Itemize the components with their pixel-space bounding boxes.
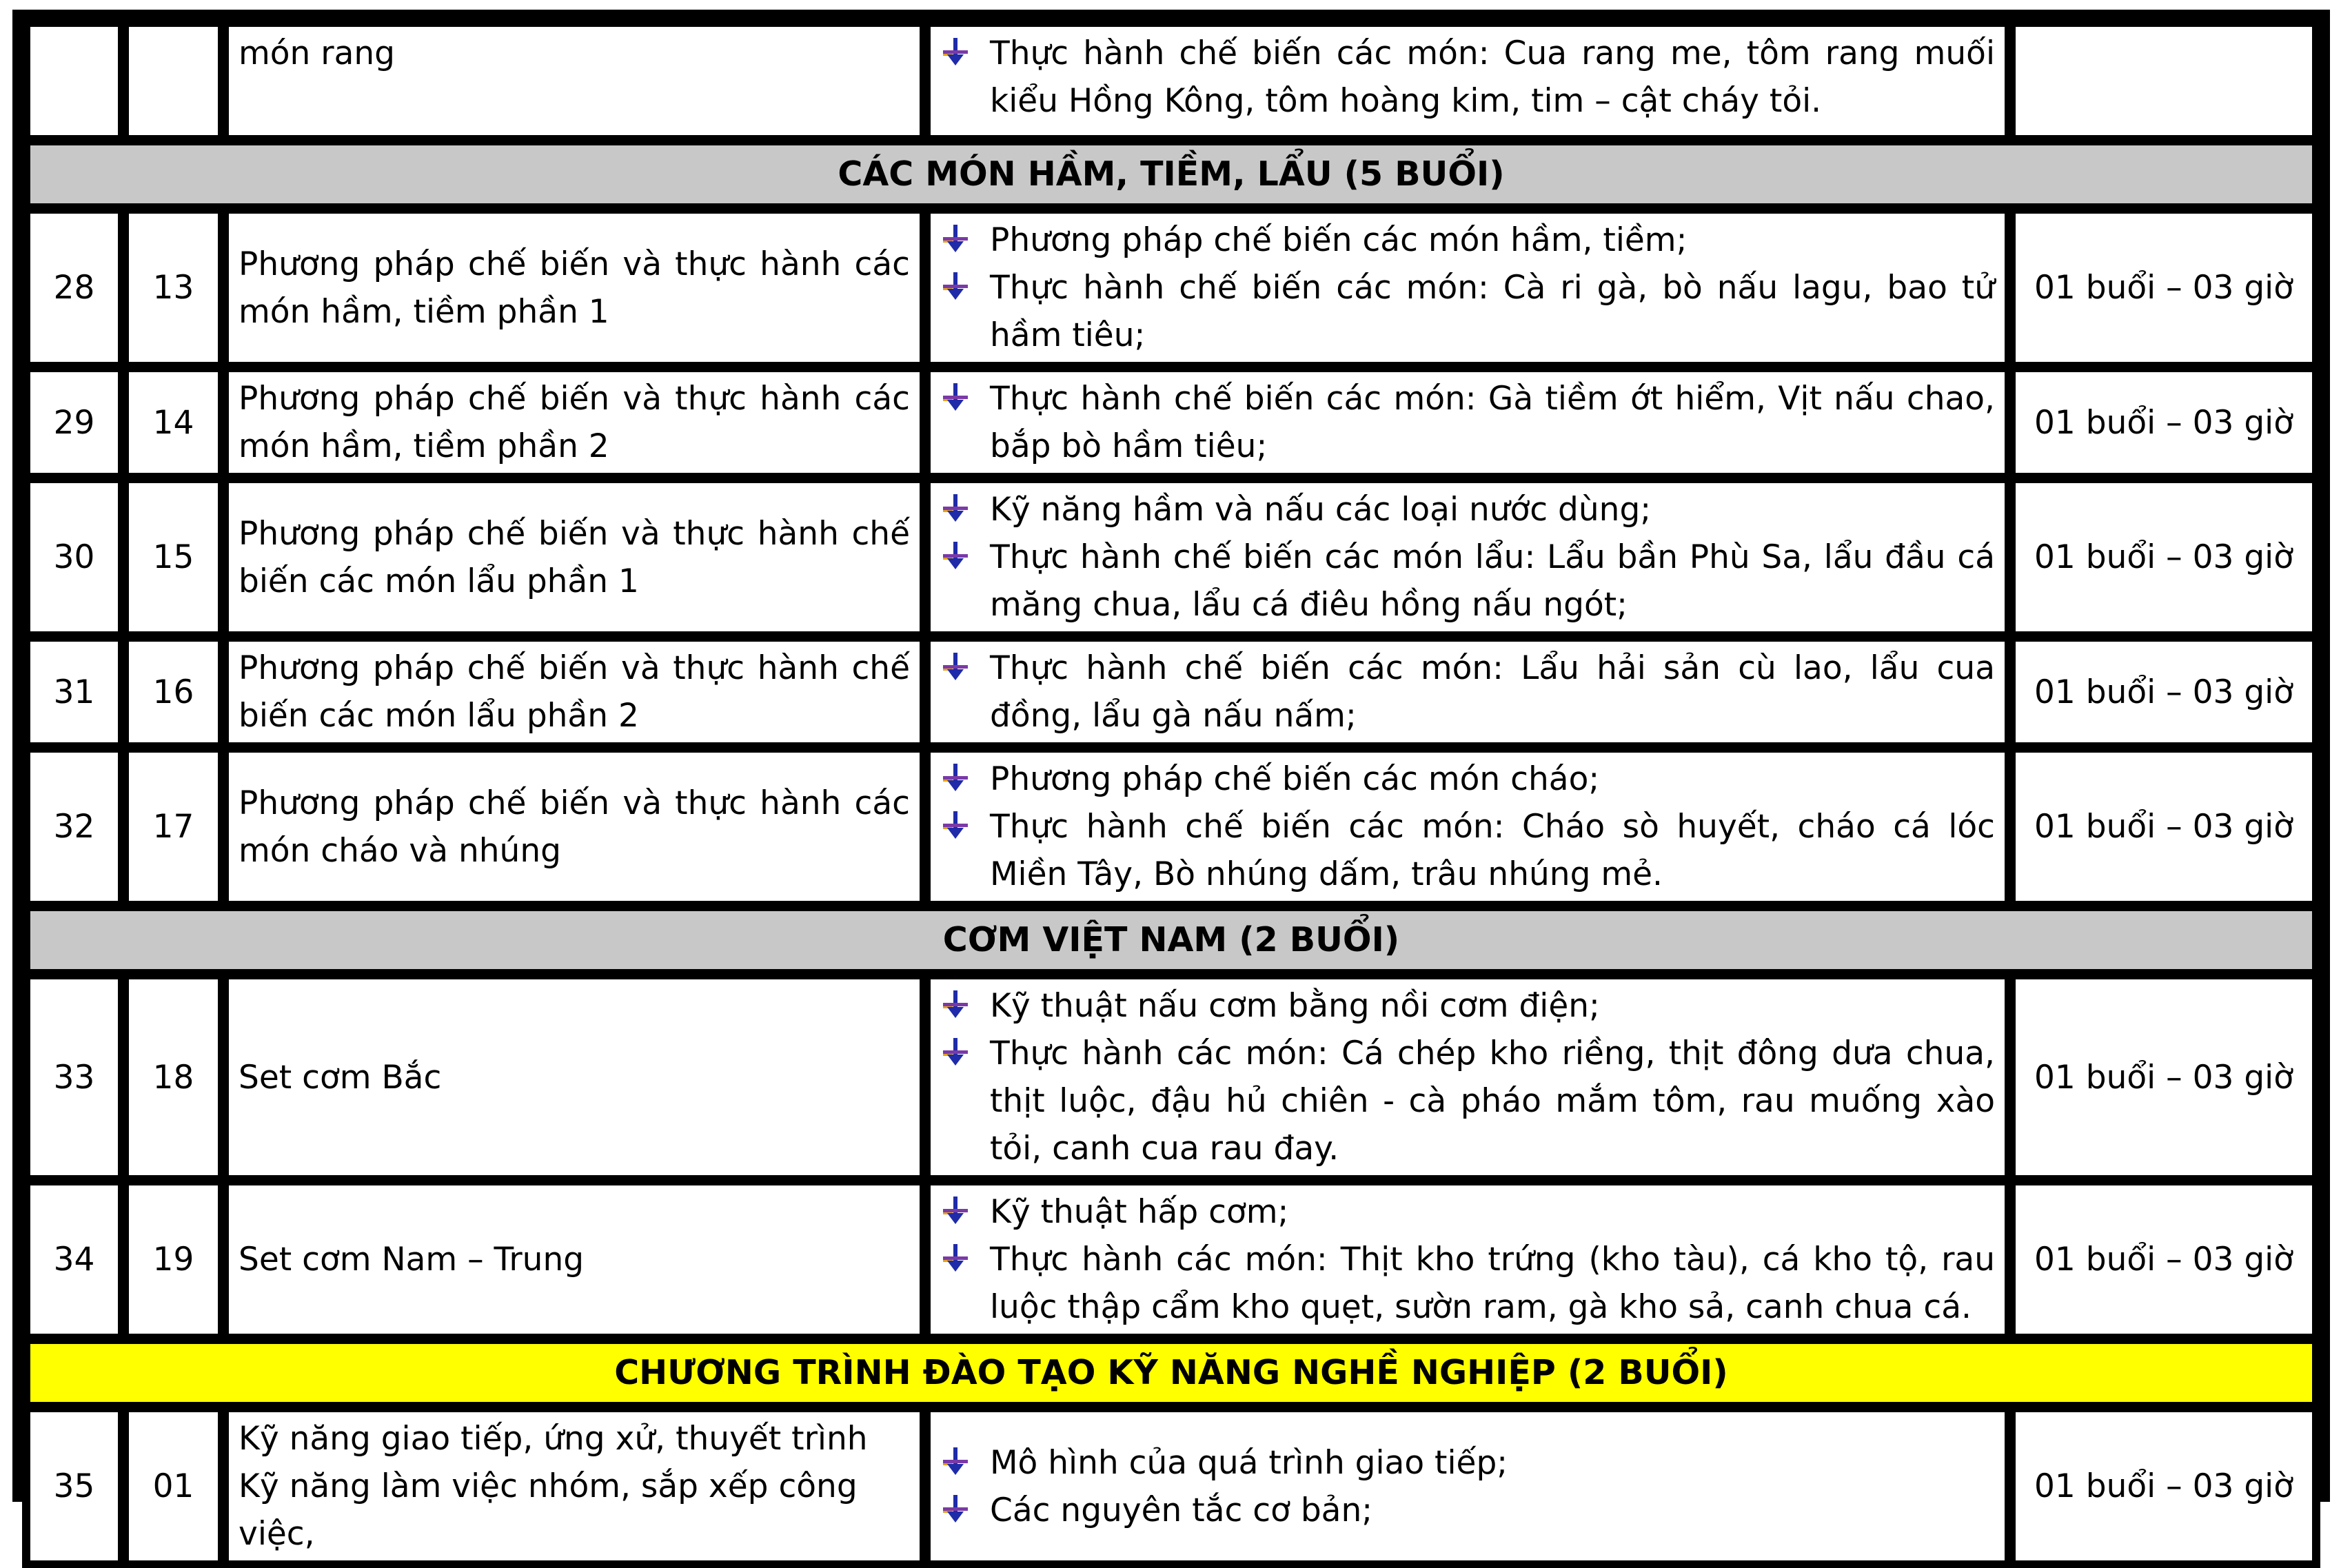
- lesson-number-cell: 15: [126, 480, 221, 634]
- content-list: [940, 1188, 1995, 1331]
- curriculum-table: [22, 19, 2320, 1568]
- stt-cell: 31: [28, 639, 121, 745]
- lesson-title-cell: Set cơm Nam – Trung: [226, 1183, 922, 1336]
- lesson-content-cell: [928, 24, 2007, 138]
- lesson-number-cell: [126, 24, 221, 138]
- duration-cell: 01 buổi – 03 giờ: [2013, 369, 2315, 476]
- lesson-number-cell: 19: [126, 1183, 221, 1336]
- lesson-content-cell: [928, 480, 2007, 634]
- content-item: Thực hành chế biến các món: Cà ri gà, bò nấu lagu, bao tử hầm tiêu;: [940, 264, 1995, 359]
- section-header: [28, 1341, 2315, 1405]
- section-header: [28, 908, 2315, 972]
- stt-cell: [28, 24, 121, 138]
- lesson-content-cell: [928, 211, 2007, 365]
- lesson-content-cell: [928, 369, 2007, 476]
- content-list: [940, 755, 1995, 898]
- stt-cell: 32: [28, 750, 121, 904]
- content-item: Thực hành chế biến các món: Lẩu hải sản cù lao, lẩu cua đồng, lẩu gà nấu nấm;: [940, 644, 1995, 740]
- stt-cell: 30: [28, 480, 121, 634]
- content-list: [940, 30, 1995, 125]
- duration-cell: 01 buổi – 03 giờ: [2013, 1183, 2315, 1336]
- lesson-content-cell: [928, 1409, 2007, 1563]
- lesson-title-cell: [226, 24, 922, 138]
- table-row: [28, 24, 2315, 138]
- duration-cell: 01 buổi – 03 giờ: [2013, 480, 2315, 634]
- content-list: [940, 375, 1995, 470]
- content-item: Thực hành chế biến các món: Cua rang me, tôm rang muối kiểu Hồng Kông, tôm hoàng kim, tim – cật cháy tỏi.: [940, 30, 1995, 125]
- lesson-number-cell: 17: [126, 750, 221, 904]
- curriculum-table-frame: [12, 10, 2330, 1553]
- table-row: [28, 977, 2315, 1178]
- lesson-title-cell: Phương pháp chế biến và thực hành chế biến các món lẩu phần 1: [226, 480, 922, 634]
- lesson-content-cell: [928, 1183, 2007, 1336]
- stt-cell: 33: [28, 977, 121, 1178]
- lesson-number-cell: 01: [126, 1409, 221, 1563]
- lesson-title-cell: Phương pháp chế biến và thực hành các món hầm, tiềm phần 1: [226, 211, 922, 365]
- table-row: [28, 750, 2315, 904]
- lesson-title: món rang: [239, 34, 396, 72]
- lesson-title-cell: Phương pháp chế biến và thực hành các món cháo và nhúng: [226, 750, 922, 904]
- duration-cell: 01 buổi – 03 giờ: [2013, 211, 2315, 365]
- content-item: Phương pháp chế biến các món hầm, tiềm;: [940, 216, 1995, 264]
- lesson-title-cell: Phương pháp chế biến và thực hành chế biến các món lẩu phần 2: [226, 639, 922, 745]
- content-list: [940, 644, 1995, 740]
- table-row: [28, 1183, 2315, 1336]
- lesson-content-cell: [928, 977, 2007, 1178]
- section-title: CƠM VIỆT NAM (2 BUỔI): [28, 908, 2315, 972]
- duration-cell: 01 buổi – 03 giờ: [2013, 977, 2315, 1178]
- duration-cell: 01 buổi – 03 giờ: [2013, 639, 2315, 745]
- stt-cell: 29: [28, 369, 121, 476]
- section-header: [28, 143, 2315, 206]
- content-item: Thực hành các món: Cá chép kho riềng, thịt đông dưa chua, thịt luộc, đậu hủ chiên - cà pháo mắm tôm, rau muống xào tỏi, canh cua rau đay.: [940, 1030, 1995, 1172]
- content-item: Kỹ năng hầm và nấu các loại nước dùng;: [940, 486, 1995, 533]
- content-list: [940, 486, 1995, 629]
- content-item: Mô hình của quá trình giao tiếp;: [940, 1439, 1995, 1487]
- lesson-number-cell: 18: [126, 977, 221, 1178]
- lesson-title-cell: Set cơm Bắc: [226, 977, 922, 1178]
- table-row: [28, 639, 2315, 745]
- lesson-content-cell: [928, 750, 2007, 904]
- table-row: [28, 211, 2315, 365]
- table-row: [28, 369, 2315, 476]
- lesson-number-cell: 13: [126, 211, 221, 365]
- stt-cell: 34: [28, 1183, 121, 1336]
- content-item: Thực hành các món: Thịt kho trứng (kho tàu), cá kho tộ, rau luộc thập cẩm kho quẹt, sườn ram, gà kho sả, canh chua cá.: [940, 1236, 1995, 1331]
- lesson-content-cell: [928, 639, 2007, 745]
- stt-cell: 35: [28, 1409, 121, 1563]
- table-row: [28, 480, 2315, 634]
- content-item: Thực hành chế biến các món: Gà tiềm ớt hiểm, Vịt nấu chao, bắp bò hầm tiêu;: [940, 375, 1995, 470]
- stt-cell: 28: [28, 211, 121, 365]
- content-item: Kỹ thuật nấu cơm bằng nồi cơm điện;: [940, 982, 1995, 1030]
- content-item: Thực hành chế biến các món lẩu: Lẩu bần Phù Sa, lẩu đầu cá măng chua, lẩu cá điêu hồng nấu ngót;: [940, 533, 1995, 629]
- section-title: CÁC MÓN HẦM, TIỀM, LẨU (5 BUỔI): [28, 143, 2315, 206]
- section-title: CHƯƠNG TRÌNH ĐÀO TẠO KỸ NĂNG NGHỀ NGHIỆP (2 BUỔI): [28, 1341, 2315, 1405]
- content-list: [940, 1439, 1995, 1534]
- lesson-title-line: Kỹ năng làm việc nhóm, sắp xếp công việc,: [239, 1467, 858, 1553]
- content-item: Phương pháp chế biến các món cháo;: [940, 755, 1995, 803]
- duration-cell: [2013, 24, 2315, 138]
- lesson-number-cell: 16: [126, 639, 221, 745]
- content-list: [940, 216, 1995, 359]
- lesson-number-cell: 14: [126, 369, 221, 476]
- lesson-title-cell: Phương pháp chế biến và thực hành các món hầm, tiềm phần 2: [226, 369, 922, 476]
- content-list: [940, 982, 1995, 1172]
- content-item: Thực hành chế biến các món: Cháo sò huyết, cháo cá lóc Miền Tây, Bò nhúng dấm, trâu nhúng mẻ.: [940, 803, 1995, 898]
- table-row: [28, 1409, 2315, 1563]
- lesson-title-line: Kỹ năng giao tiếp, ứng xử, thuyết trình: [239, 1420, 868, 1458]
- duration-cell: 01 buổi – 03 giờ: [2013, 750, 2315, 904]
- content-item: Các nguyên tắc cơ bản;: [940, 1487, 1995, 1534]
- duration-cell: 01 buổi – 03 giờ: [2013, 1409, 2315, 1563]
- lesson-title-cell: [226, 1409, 922, 1563]
- content-item: Kỹ thuật hấp cơm;: [940, 1188, 1995, 1236]
